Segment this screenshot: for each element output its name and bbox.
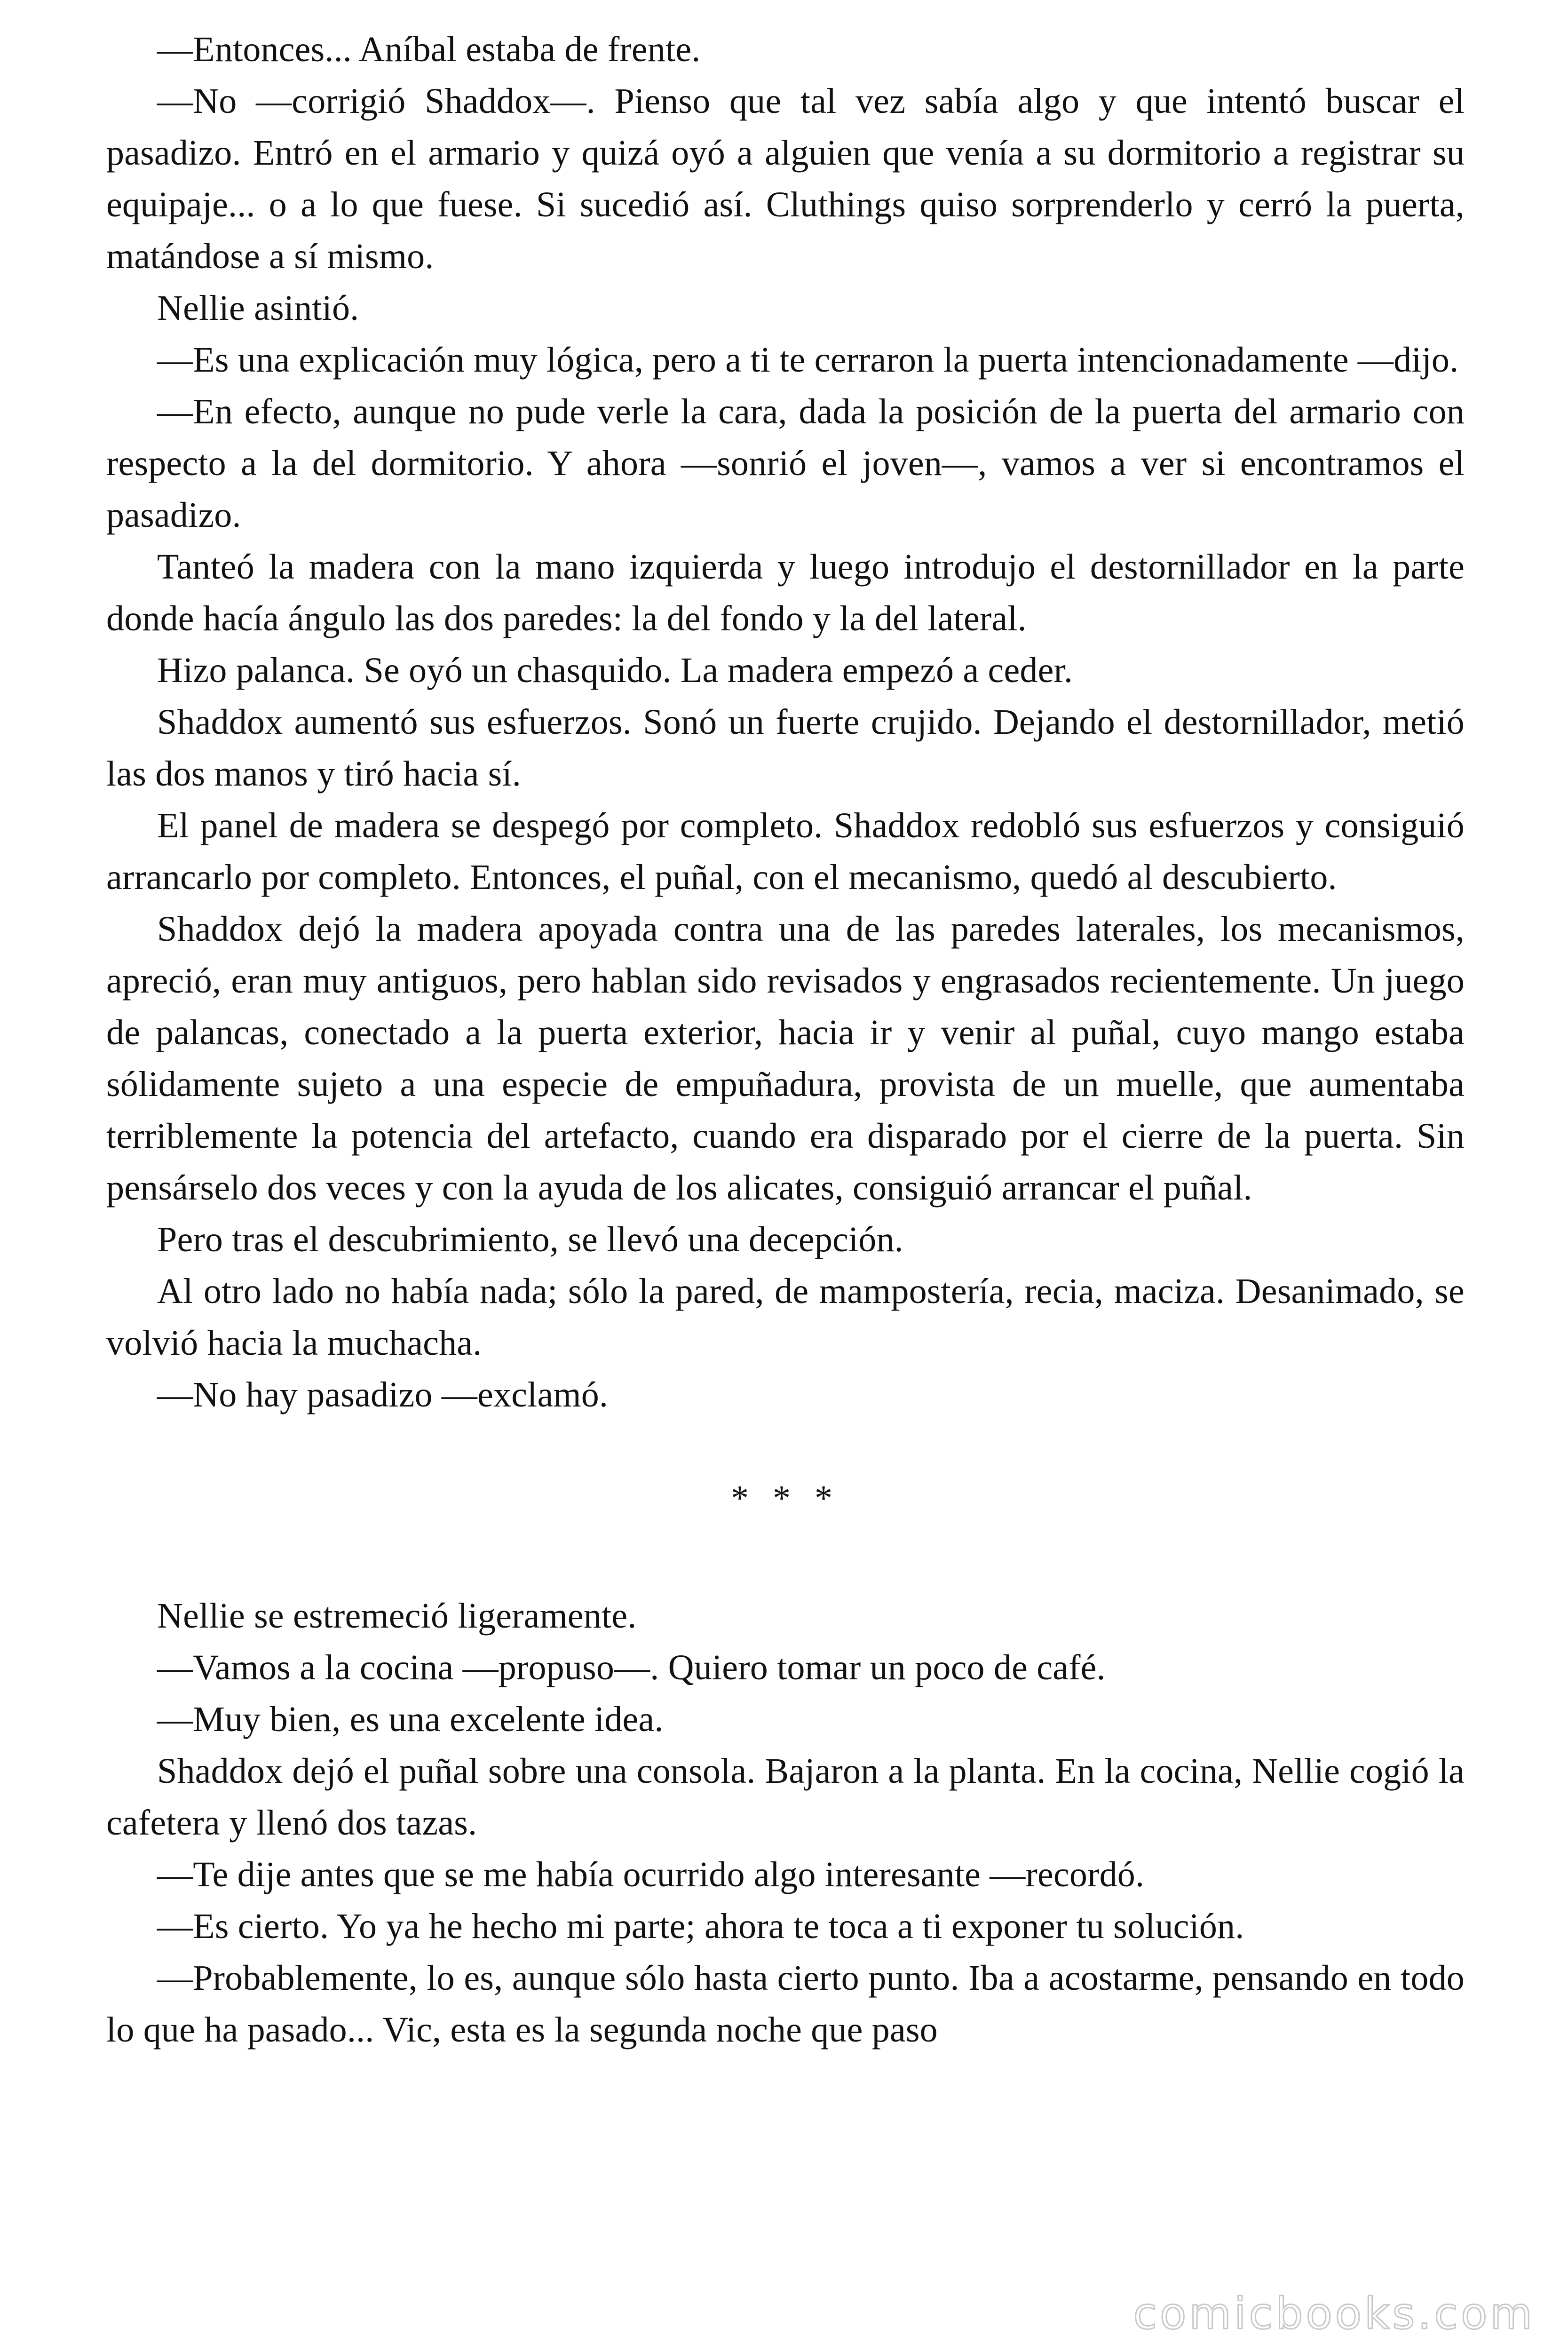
paragraph: Al otro lado no había nada; sólo la pared, de mampostería, recia, maciza. Desanimado, se volvió hacia la muchacha.: [106, 1271, 1465, 1363]
paragraph: Pero tras el descubrimiento, se llevó una decepción.: [157, 1220, 903, 1259]
paragraph: —Probablemente, lo es, aunque sólo hasta cierto punto. Iba a acostarme, pensando en todo lo que ha pasado... Vic, esta es la segunda noche que paso: [106, 1958, 1465, 2050]
paragraph: —Es una explicación muy lógica, pero a ti te cerraron la puerta intencionadamente —dijo.: [157, 340, 1459, 380]
paragraph: Hizo palanca. Se oyó un chasquido. La madera empezó a ceder.: [157, 651, 1073, 690]
paragraph: —Es cierto. Yo ya he hecho mi parte; ahora te toca a ti exponer tu solución.: [157, 1907, 1244, 1946]
book-page: [106, 24, 1465, 2056]
paragraph: El panel de madera se despegó por completo. Shaddox redobló sus esfuerzos y consiguió arrancarlo por completo. Entonces, el puñal, con el mecanismo, quedó al descubierto.: [106, 806, 1465, 897]
paragraph: Shaddox aumentó sus esfuerzos. Sonó un fuerte crujido. Dejando el destornillador, metió las dos manos y tiró hacia sí.: [106, 702, 1465, 794]
paragraph: —En efecto, aunque no pude verle la cara, dada la posición de la puerta del armario con respecto a la del dormitorio. Y ahora —sonrió el joven—, vamos a ver si encontramos el pasadizo.: [106, 392, 1465, 535]
section-separator: * * *: [731, 1478, 840, 1518]
paragraph: Shaddox dejó la madera apoyada contra una de las paredes laterales, los mecanismos, apreció, eran muy antiguos, pero hablan sido revisados y engrasados recientemente. Un juego de palancas, conectado a la puerta exterior, hacia ir y venir al puñal, cuyo mango estaba sólidamente sujeto a una especie de empuñadura, provista de un muelle, que aumentaba terriblemente la potencia del artefacto, cuando era disparado por el cierre de la puerta. Sin pensárselo dos veces y con la ayuda de los alicates, consiguió arrancar el puñal.: [106, 909, 1465, 1208]
text-section-one: [106, 24, 1465, 1421]
paragraph: Shaddox dejó el puñal sobre una consola. Bajaron a la planta. En la cocina, Nellie cogió la cafetera y llenó dos tazas.: [106, 1751, 1465, 1843]
paragraph: —No hay pasadizo —exclamó.: [157, 1375, 609, 1414]
paragraph: Tanteó la madera con la mano izquierda y luego introdujo el destornillador en la parte donde hacía ángulo las dos paredes: la del fondo y la del lateral.: [106, 547, 1465, 638]
paragraph: Nellie asintió.: [157, 288, 359, 328]
watermark: comicbooks.com: [1133, 2288, 1535, 2339]
paragraph: —No —corrigió Shaddox—. Pienso que tal vez sabía algo y que intentó buscar el pasadizo. Entró en el armario y quizá oyó a alguien que venía a su dormitorio a registrar su equipaje... o a lo que fuese. Si sucedió así. Cluthings quiso sorprenderlo y cerró la puerta, matándose a sí mismo.: [106, 81, 1465, 276]
paragraph: —Te dije antes que se me había ocurrido algo interesante —recordó.: [157, 1855, 1145, 1894]
paragraph: —Muy bien, es una excelente idea.: [157, 1700, 664, 1739]
text-section-two: [106, 1590, 1465, 2056]
paragraph: —Vamos a la cocina —propuso—. Quiero tomar un poco de café.: [157, 1648, 1106, 1687]
paragraph: Nellie se estremeció ligeramente.: [157, 1596, 637, 1636]
paragraph: —Entonces... Aníbal estaba de frente.: [157, 30, 701, 69]
